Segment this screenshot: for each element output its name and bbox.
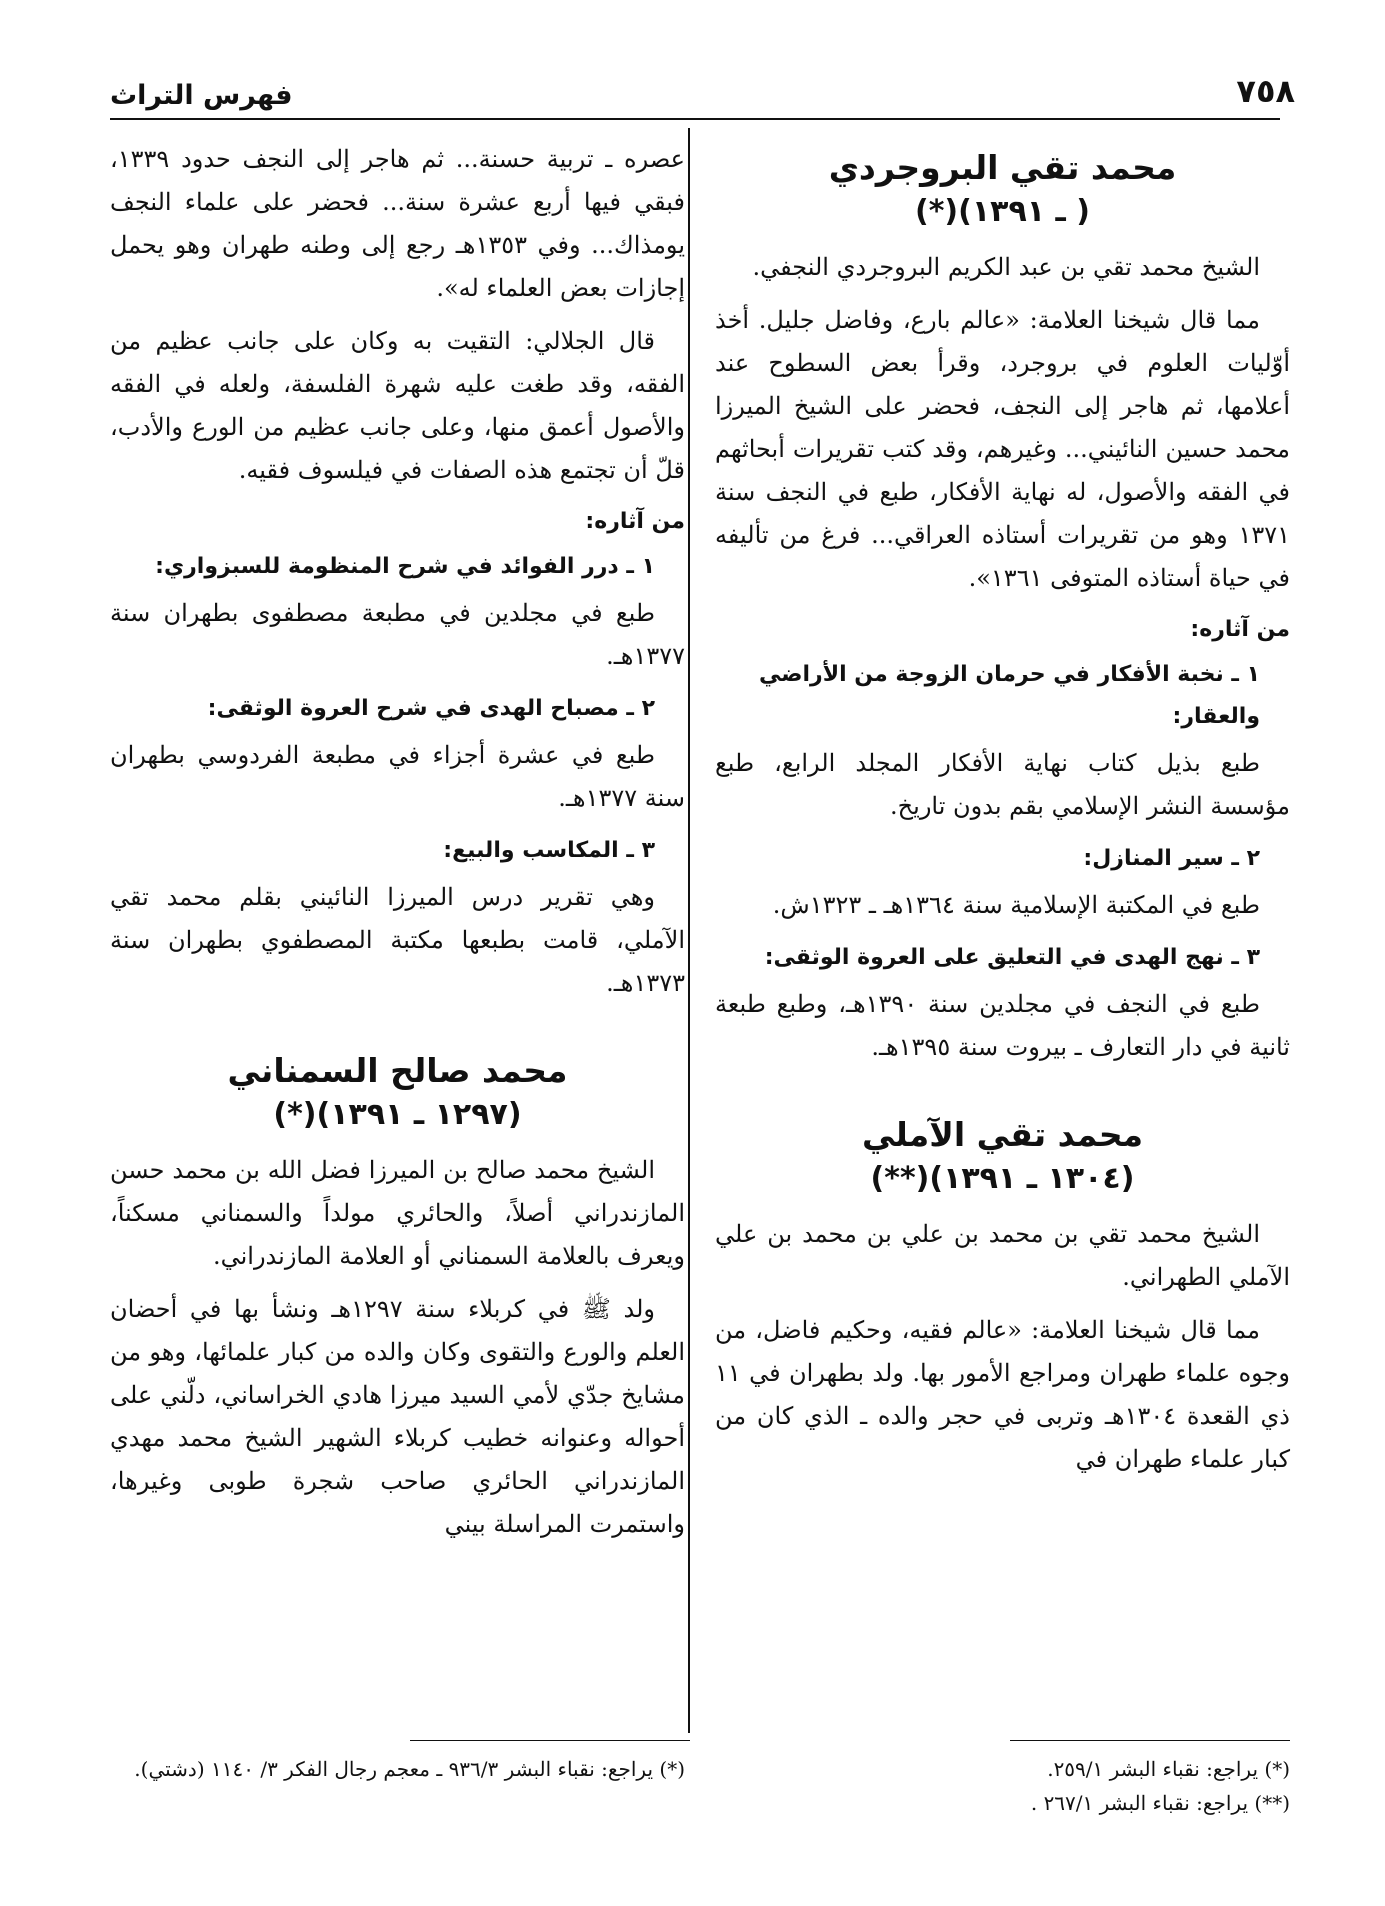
work-title: ٣ ـ نهج الهدى في التعليق على العروة الوثقى: [764,945,1260,970]
footnote: (*) يراجع: نقباء البشر ٢٥٩/١. [1047,1757,1290,1781]
work-title: ٢ ـ مصباح الهدى في شرح العروة الوثقى: [207,696,655,721]
footnote: (**) يراجع: نقباء البشر ٢٦٧/١ . [1030,1791,1290,1815]
footnote: (*) يراجع: نقباء البشر ٩٣٦/٣ ـ معجم رجال الفكر ٣/ ١١٤٠ (دشتي). [134,1757,685,1781]
bio-title: محمد تقي البروجردي [828,148,1177,187]
footnote-rule [410,1740,690,1741]
bio-intro: الشيخ محمد صالح بن الميرزا فضل الله بن محمد حسن المازندراني أصلاً، والحائري مولداً والسمناني مسكناً، ويعرف بالعلامة السمناني أو العلامة المازندراني. [110,1156,685,1270]
bio-intro: الشيخ محمد تقي بن محمد بن علي بن محمد بن علي الآملي الطهراني. [715,1220,1290,1291]
bio-title: محمد صالح السمناني [227,1051,568,1090]
footnotes-right [715,1752,1290,1820]
left-column [110,138,685,1556]
bio-dates: (١٣٠٤ ـ ١٣٩١)(**) [870,1161,1135,1196]
work-title: ١ ـ نخبة الأفكار في حرمان الزوجة من الأراضي والعقار: [758,662,1260,729]
header-rule [110,118,1280,120]
work-title: ٣ ـ المكاسب والبيع: [443,838,655,863]
work-desc: طبع في المكتبة الإسلامية سنة ١٣٦٤هـ ـ ١٣٢٣ش. [772,891,1260,919]
footnote-rule [1010,1740,1290,1741]
bio-quote: مما قال شيخنا العلامة: «عالم بارع، وفاضل جليل. أخذ أوّليات العلوم في بروجرد، وقرأ بعض السطوح عند أعلامها، ثم هاجر إلى النجف، فحضر على الشيخ الميرزا محمد حسين النائيني... وغيرهم، وقد كتب تقريرات أبحاثهم في الفقه والأصول، له نهاية الأفكار، طبع في النجف سنة ١٣٧١ وهو من تقريرات أستاذه العراقي... فرغ من تأليفه في حياة أستاذه المتوفى ١٣٦١». [715,306,1290,592]
work-title: ٢ ـ سير المنازل: [1083,846,1260,871]
jalali-paragraph: قال الجلالي: التقيت به وكان على جانب عظيم من الفقه، وقد طغت عليه شهرة الفلسفة، ولعله في الفقه والأصول أعمق منها، وعلى جانب عظيم من الورع والأدب، قلّ أن تجتمع هذه الصفات في فيلسوف فقيه. [110,327,685,484]
footnotes-left [110,1752,685,1786]
column-divider [688,128,690,1733]
bio-born: ولد ﷺ في كربلاء سنة ١٢٩٧هـ ونشأ بها في أحضان العلم والورع والتقوى وكان والده من كبار علمائها، وهو من مشايخ جدّي لأمي السيد ميرزا هادي الخراساني، دلّني على أحواله وعنوانه خطيب كربلاء الشهير الشيخ محمد مهدي المازندراني الحائري صاحب شجرة طوبى وغيرها، واستمرت المراسلة بيني [110,1295,685,1538]
work-desc: طبع في مجلدين في مطبعة مصطفوى بطهران سنة ١٣٧٧هـ. [110,599,685,670]
work-desc: وهي تقرير درس الميرزا النائيني بقلم محمد تقي الآملي، قامت بطبعها مكتبة المصطفوي بطهران سنة ١٣٧٣هـ. [110,883,685,997]
work-desc: طبع في عشرة أجزاء في مطبعة الفردوسي بطهران سنة ١٣٧٧هـ. [110,741,685,812]
bio-intro: الشيخ محمد تقي بن عبد الكريم البروجردي النجفي. [752,253,1260,281]
right-column [715,138,1290,1491]
bio-quote: مما قال شيخنا العلامة: «عالم فقيه، وحكيم فاضل، من وجوه علماء طهران ومراجع الأمور بها. ولد بطهران في ١١ ذي القعدة ١٣٠٤هـ وتربى في حجر والده ـ الذي كان من كبار علماء طهران في [715,1316,1290,1473]
works-heading: من آثاره: [585,509,685,534]
running-title: فهرس التراث [110,80,293,111]
bio-dates: ( ـ ١٣٩١)(*) [915,194,1090,229]
page-number: ٧٥٨ [1236,72,1295,110]
work-title: ١ ـ درر الفوائد في شرح المنظومة للسبزواري: [155,554,655,579]
work-desc: طبع بذيل كتاب نهاية الأفكار المجلد الرابع، طبع مؤسسة النشر الإسلامي بقم بدون تاريخ. [715,749,1290,820]
bio-title: محمد تقي الآملي [861,1115,1144,1154]
work-desc: طبع في النجف في مجلدين سنة ١٣٩٠هـ، وطبع طبعة ثانية في دار التعارف ـ بيروت سنة ١٣٩٥هـ. [715,990,1290,1061]
bio-dates: (١٢٩٧ ـ ١٣٩١)(*) [273,1097,522,1132]
works-heading: من آثاره: [1190,617,1290,642]
continuation-text: عصره ـ تربية حسنة... ثم هاجر إلى النجف حدود ١٣٣٩، فبقي فيها أربع عشرة سنة... فحضر على علماء النجف يومذاك... وفي ١٣٥٣هـ رجع إلى وطنه طهران وهو يحمل إجازات بعض العلماء له». [110,145,685,302]
